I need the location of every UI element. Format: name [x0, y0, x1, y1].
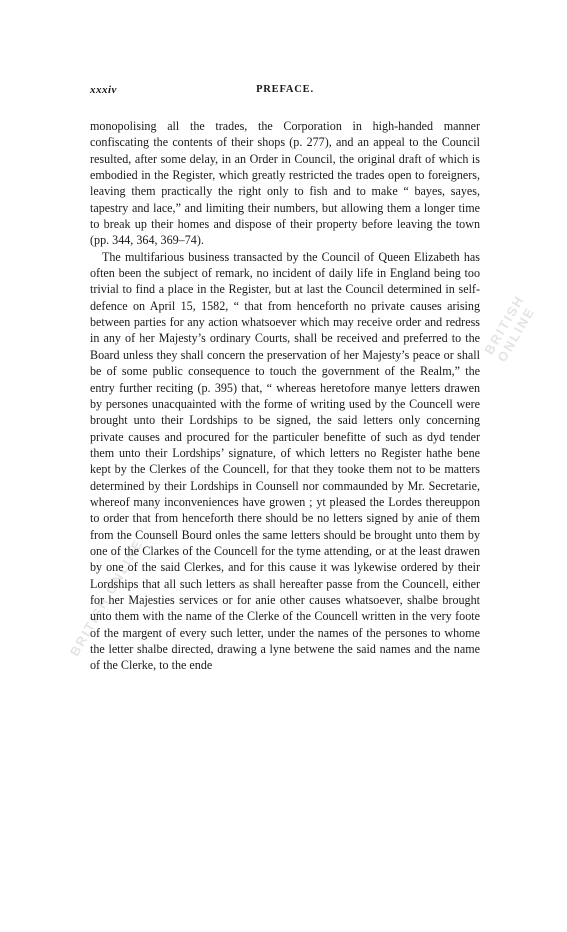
- watermark: BRITISH ONLINE: [481, 292, 538, 365]
- running-head: PREFACE.: [256, 84, 314, 95]
- watermark: BRITISH ONLINE: [66, 536, 147, 659]
- page-header: [90, 84, 480, 102]
- paragraph: monopolising all the trades, the Corporation in high-handed manner confiscating the contents of their shops (p. 277), and an appeal to the Council resulted, after some delay, in an Order in Council, the original draft of which is embodied in the Register, which greatly restricted the trades open to foreigners, leaving them practically the right only to fish and to make “ bayes, sayes, tapestry and lace,” and limiting their numbers, but allowing them a longer time to break up their homes and dispose of their property before leaving the town (pp. 344, 364, 369–74).: [90, 119, 480, 248]
- page-number: xxxiv: [90, 84, 117, 96]
- body-text: [90, 118, 480, 674]
- paragraph: The multifarious business transacted by the Council of Queen Elizabeth has often been the subject of remark, no incident of daily life in England being too trivial to find a place in the Register, but at last the Council determined in self-defence on April 15, 1582, “ that from henceforth no private causes arising between parties for any action whatsoever which may receive order and redress in any of her Majesty’s ordinary Courts, shall be received and preferred to the Board unless they shall concern the preservation of her Majesty’s peace or shall be of some public consequence to touch the government of the Realm,” the entry further reciting (p. 395) that, “ whereas heretofore manye letters drawen by persones unacquainted with the forme of writing used by the Councell were brought unto their Lordships to be signed, the said letters only concerning private causes and procured for the particuler benefitte of such as dyd tender them unto their Lordships’ signature, of which letters no Register hathe bene kept by the Clerkes of the Councell, for that they tooke them not to be matters determined by their Lordships in Counsell nor commaunded by Mr. Secretarie, whereof many inconveniences have growen ; yt pleased the Lordes thereuppon to order that from henceforth there should be no letters signed by anie of them from the Counsell Bourd onles the same letters should be brought unto them by one of the Clarkes of the Councell for the tyme attending, or at the least drawen by one of the said Clerkes, and for this cause it was lykewise ordered by their Lordships that all such letters as shall hereafter passe from the Councell, either for her Majesties services or for anie other causes whatsoever, shalbe brought unto them with the name of the Clerke of the Councell written in the very foote of the margent of every such letter, under the names of the persones to whome the letter shalbe directed, drawing a lyne betwene the said names and the name of the Clerke, to the ende: [90, 249, 480, 673]
